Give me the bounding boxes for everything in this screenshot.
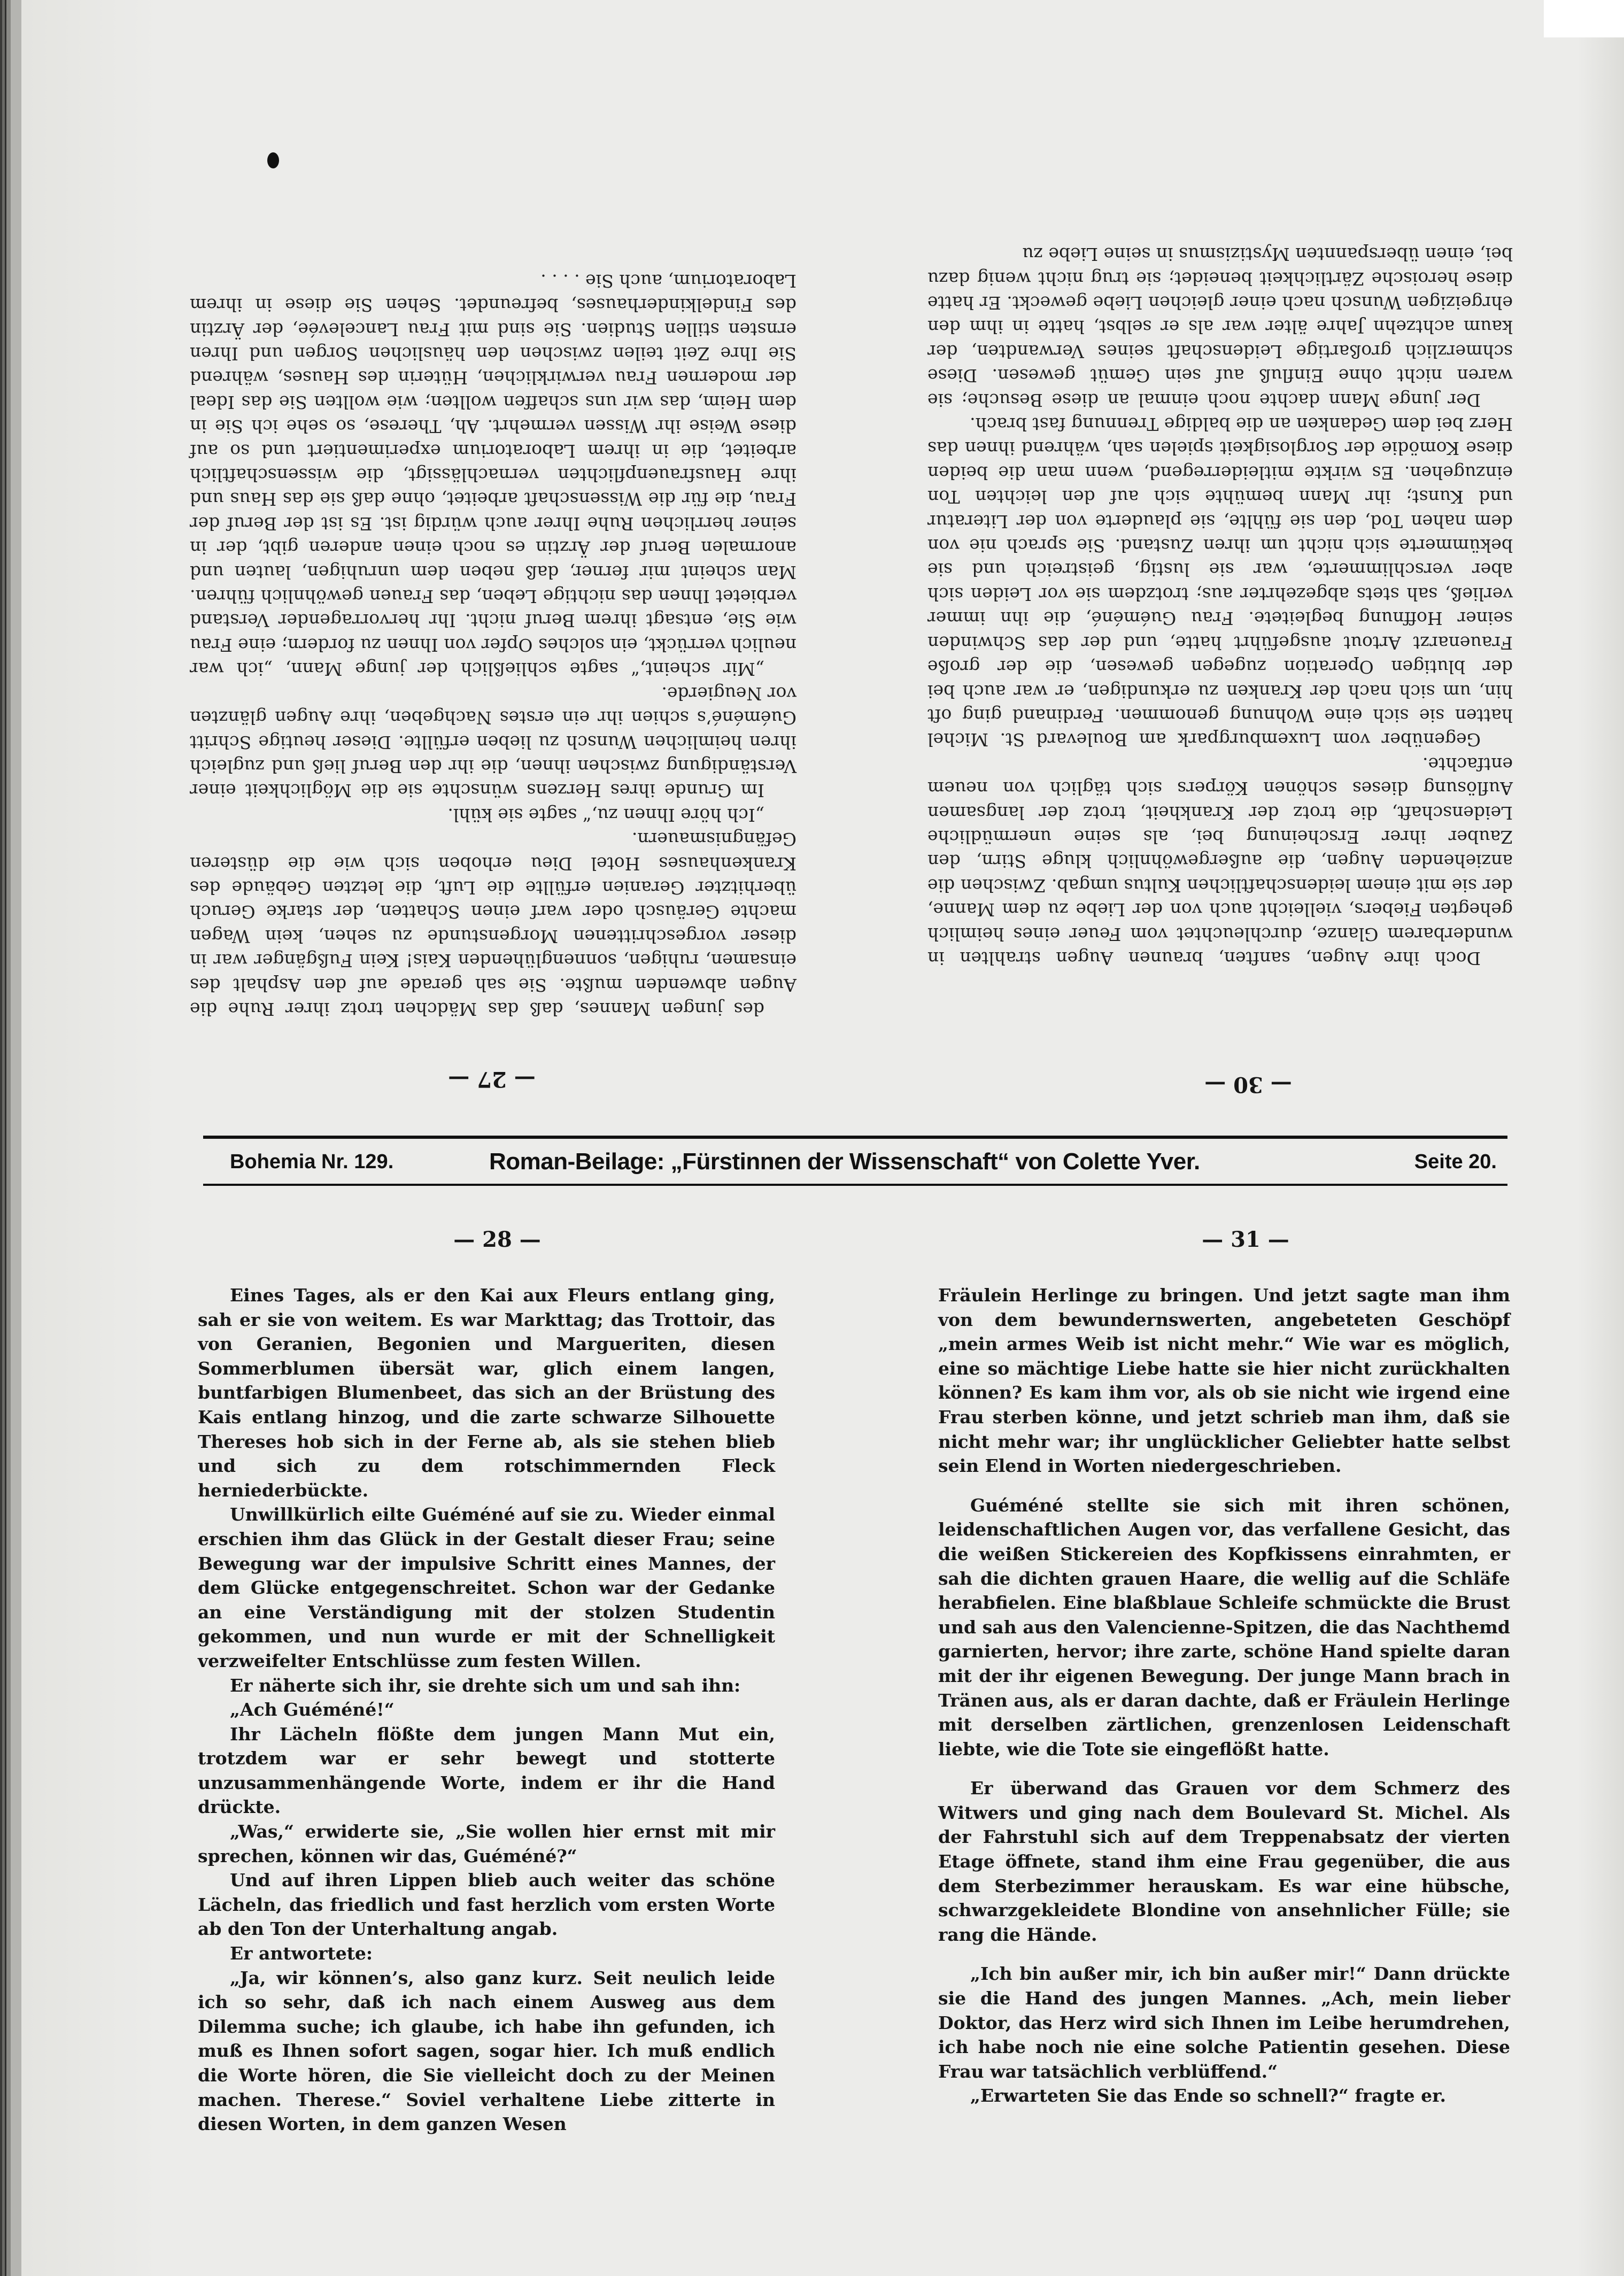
paragraph: „Ja, wir können’s, also ganz kurz. Seit neulich leide ich so sehr, daß ich nach einem Ausweg aus dem Dilemma suche; ich glaube, ich habe ihn gefunden, ich muß es Ihnen sofort sagen, sogar hier. Ich muß endlich die Worte hören, die Sie vielleicht doch zu der Meinen machen. Therese.“ Soviel verhaltene Liebe zitterte in diesen Worten, in dem ganzen Wesen: [198, 1967, 775, 2135]
paragraph: Guéméné stellte sie sich mit ihren schönen, leidenschaftlichen Augen vor, das verfallene Gesicht, das die weißen Stickereien des Kopfkissens einrahmten, er sah die dichten grauen Haare, die wellig auf die Schläfe herabfielen. Eine blaßblaue Schleife schmückte die Brust und sah aus den Valencienne-Spitzen, die das Nachthemd garnierten, hervor; ihre zarte, schöne Hand spielte daran mit der ihr eigenen Bewegung. Der junge Mann brach in Tränen aus, als er daran dachte, daß er Fräulein Herlinge mit derselben zärtlichen, grenzenlosen Leidenschaft liebte, wie die Tote sie eingeflößt hatte.: [938, 1494, 1510, 1760]
paragraph: „Ich bin außer mir, ich bin außer mir!“ Dann drückte sie die Hand des jungen Mannes. „Ach, mein lieber Doktor, das Herz wird sich Ihnen im Leibe herumdrehen, ich habe noch nie eine solche Patientin gesehen. Diese Frau war tatsächlich verblüffend.“: [938, 1963, 1510, 2082]
paragraph: „Was,“ erwiderte sie, „Sie wollen hier ernst mit mir sprechen, können wir das, Guéméné?“: [198, 1821, 775, 1866]
page-corner: [1544, 0, 1624, 37]
paragraph: Er überwand das Grauen vor dem Schmerz des Witwers und ging nach dem Boulevard St. Michel. Als der Fahrstuhl sich auf dem Treppenabsatz der vierten Etage öffnete, stand ihm eine Frau gegenüber, die aus dem Sterbezimmer herauskam. Es war eine hübsche, schwarzgekleidete Blondine von ansehnlicher Fülle; sie rang die Hände.: [938, 1778, 1510, 1945]
upside-paragraph: Gegenüber vom Luxemburgpark am Boulevard St. Michel hatten sie sich eine Wohnung genommen. Ferdinand ging oft hin, um sich nach der Kranken zu erkundigen, er war auch bei der blutigen Operation zugegen gewesen, die der große Frauenarzt Artout ausgeführt hatte, und der das Schwinden seiner Hoffnung begleitete. Frau Guéméné, die ihn immer verließ, sah stets abgezehrter aus; trotzdem sie vor Leiden sich aber verschlimmerte, war sie lustig, geistreich und sie bekümmerte sich nicht um ihren Zustand. Sie sprach nie von dem nahen Tod, den sie fühlte, sie plauderte von der Literatur und Kunst; ihr Mann bemühte sich auf den leichten Ton einzugehen. Es wirkte mitleiderregend, wenn man die beiden diese Komödie der Sorglosigkeit spielen sah, während ihnen das Herz bei dem Gedanken an die baldige Trennung fast brach.: [927, 414, 1513, 751]
paragraph: Er näherte sich ihr, sie drehte sich um und sah ihn:: [230, 1675, 741, 1696]
paragraph: Eines Tages, als er den Kai aux Fleurs entlang ging, sah er sie von weitem. Es war Markttag; das Trottoir, das von Geranien, Begonien und Margueriten, diesen Sommerblumen übersät war, glich einem langen, buntfarbigen Blumenbeet, das sich an der Brüstung des Kais entlang hinzog, und die zarte schwarze Silhouette Thereses hob sich in der Ferne ab, als sie stehen blieb und sich zu dem rotschimmernden Fleck herniederbückte.: [198, 1285, 775, 1501]
upside-paragraph: Der junge Mann dachte noch einmal an diese Besuche; sie waren nicht ohne Einfluß auf sein Gemüt gewesen. Diese schmerzlich großartige Leidenschaft seines Verwandten, der kaum achtzehn Jahre älter war als er selbst, hatte in ihm den ehrgeizigen Wunsch nach einer gleichen Liebe geweckt. Er hatte diese heroische Zärtlichkeit beneidet; sie trug nicht wenig dazu bei, einen überspannten Mystizismus in seine Liebe zu: [927, 244, 1513, 411]
ink-blot: [267, 152, 279, 168]
header-rule-bottom: [203, 1184, 1507, 1186]
text-column-left: [198, 1283, 775, 2160]
paragraph: „Ach Guéméné!“: [230, 1699, 395, 1720]
page-header: [225, 1143, 1497, 1181]
paragraph: Er antwortete:: [230, 1943, 373, 1964]
page-label: Seite 20.: [1414, 1151, 1497, 1173]
upside-down-column-right-page: [190, 166, 796, 1021]
upside-paragraph: Im Grunde ihres Herzens wünschte sie die Möglichkeit einer Verständigung zwischen ihnen, die ihr den Beruf ließ und zugleich ihren heimlichen Wunsch zu lieben erfüllte. Dieser heutige Schritt Guéméné’s schien ihr ein erstes Nachgeben, ihre Augen glänzten vor Neugierde.: [190, 683, 796, 801]
upside-paragraph: „Mir scheint,“ sagte schließlich der junge Mann, „ich war neulich verrückt, ein solches Opfer von Ihnen zu fordern; eine Frau wie Sie, entsagt ihrem Beruf nicht. Ihr hervorragender Verstand verbietet Ihnen das nichtige Leben, das Frauen gewöhnlich führen. Man scheint mir ferner, daß neben dem unruhigen, lauten und anormalen Beruf der Ärztin es noch einen anderen gibt, der in seiner herrlichen Ruhe Ihrer auch würdig ist. Es ist der Beruf der Frau, die für die Wissenschaft arbeitet, ohne daß sie das Haus und ihre Hausfrauenpflichten vernachlässigt, die wissenschaftlich arbeitet, die in ihrem Laboratorium experimentiert und so auf diese Weise ihr Wissen vermehrt. Ah, Therese, so sehe ich Sie in dem Heim, das wir uns schaffen wollten; wie wollten Sie das Ideal der modernen Frau verwirklichen, Hüterin des Hauses, während Sie Ihre Zeit teilen zwischen den häuslichen Sorgen und Ihren ernsten stillen Studien. Sie sind mit Frau Lancelevée, der Ärztin des Findelkinderhauses, befreundet. Sehen Sie diese in ihrem Laboratorium, auch Sie . . . .: [190, 270, 796, 680]
page-number-left: — 28 —: [453, 1227, 541, 1252]
page-number-right: — 31 —: [1202, 1227, 1289, 1252]
upside-page-number-left: — 27 —: [448, 1067, 536, 1092]
upside-page-number-right: — 30 —: [1204, 1072, 1292, 1097]
paragraph: Fräulein Herlinge zu bringen. Und jetzt sagte man ihm von dem bewundernswerten, angebeteten Geschöpf „mein armes Weib ist nicht mehr.“ Wie war es möglich, eine so mächtige Liebe hatte sie hier nicht zurückhalten können? Es kam ihm vor, als ob sie nicht wie irgend eine Frau sterben könne, und jetzt schrieb man ihm, daß sie nicht mehr war; ihr unglücklicher Geliebter hatte selbst sein Elend in Worten niedergeschrieben.: [938, 1285, 1510, 1477]
publication-label: Bohemia Nr. 129.: [230, 1151, 394, 1173]
paragraph: Ihr Lächeln flößte dem jungen Mann Mut ein, trotzdem war er sehr bewegt und stotterte unzusammenhängende Worte, indem er ihr die Hand drückte.: [198, 1723, 775, 1818]
upside-paragraph: Doch ihre Augen, sanften, braunen Augen strahlten in wunderbarem Glanze, durchleuchtet vom Feuer eines heimlich gehegten Fiebers, vielleicht auch von der Liebe zu dem Manne, der sie mit einem leidenschaftlichen Kultus umgab. Zwischen die anziehenden Augen, die außergewöhnlich kluge Stirn, den Zauber ihrer Erscheinung bei, als seine unermüdliche Leidenschaft, die trotz der Krankheit, trotz der langsamen Auflösung dieses schönen Körpers sich täglich von neuem entfachte.: [927, 753, 1513, 969]
text-column-right: [938, 1283, 1510, 2160]
upside-down-column-left-page: [927, 136, 1513, 970]
upside-paragraph: des jungen Mannes, daß das Mädchen trotz ihrer Ruhe die Augen abwenden mußte. Sie sah gerade auf den Asphalt des einsamen, ruhigen, sonnenglühenden Kais! Kein Fußgänger war in dieser vorgeschrittenen Morgenstunde zu sehen, kein Wagen machte Geräusch oder warf einen Schatten, der starke Geruch überhitzter Geranien erfüllte die Luft, die letzten Gebäude des Krankenhauses Hotel Dieu erhoben sich wie die düsteren Gefängnismauern.: [190, 829, 796, 1020]
paragraph: „Erwarteten Sie das Ende so schnell?“ fragte er.: [970, 2085, 1446, 2107]
paragraph: Unwillkürlich eilte Guéméné auf sie zu. Wieder einmal erschien ihm das Glück in der Gestalt dieser Frau; seine Bewegung war der impulsive Schritt eines Mannes, der dem Glücke entgegenschreitet. Schon war der Gedanke an eine Verständigung mit der stolzen Studentin gekommen, und nun wurde er mit der Schnelligkeit verzweifelter Entschlüsse zum festen Willen.: [198, 1504, 775, 1671]
upside-paragraph: „Ich höre Ihnen zu,“ sagte sie kühl.: [447, 804, 764, 825]
binding-edge: [0, 0, 21, 2276]
supplement-title: Roman-Beilage: „Fürstinnen der Wissenschaft“ von Colette Yver.: [489, 1148, 1200, 1175]
paragraph: Und auf ihren Lippen blieb auch weiter das schöne Lächeln, das friedlich und fast herzlich vom ersten Worte ab den Ton der Unterhaltung angab.: [198, 1870, 775, 1940]
header-rule-top: [203, 1136, 1507, 1139]
